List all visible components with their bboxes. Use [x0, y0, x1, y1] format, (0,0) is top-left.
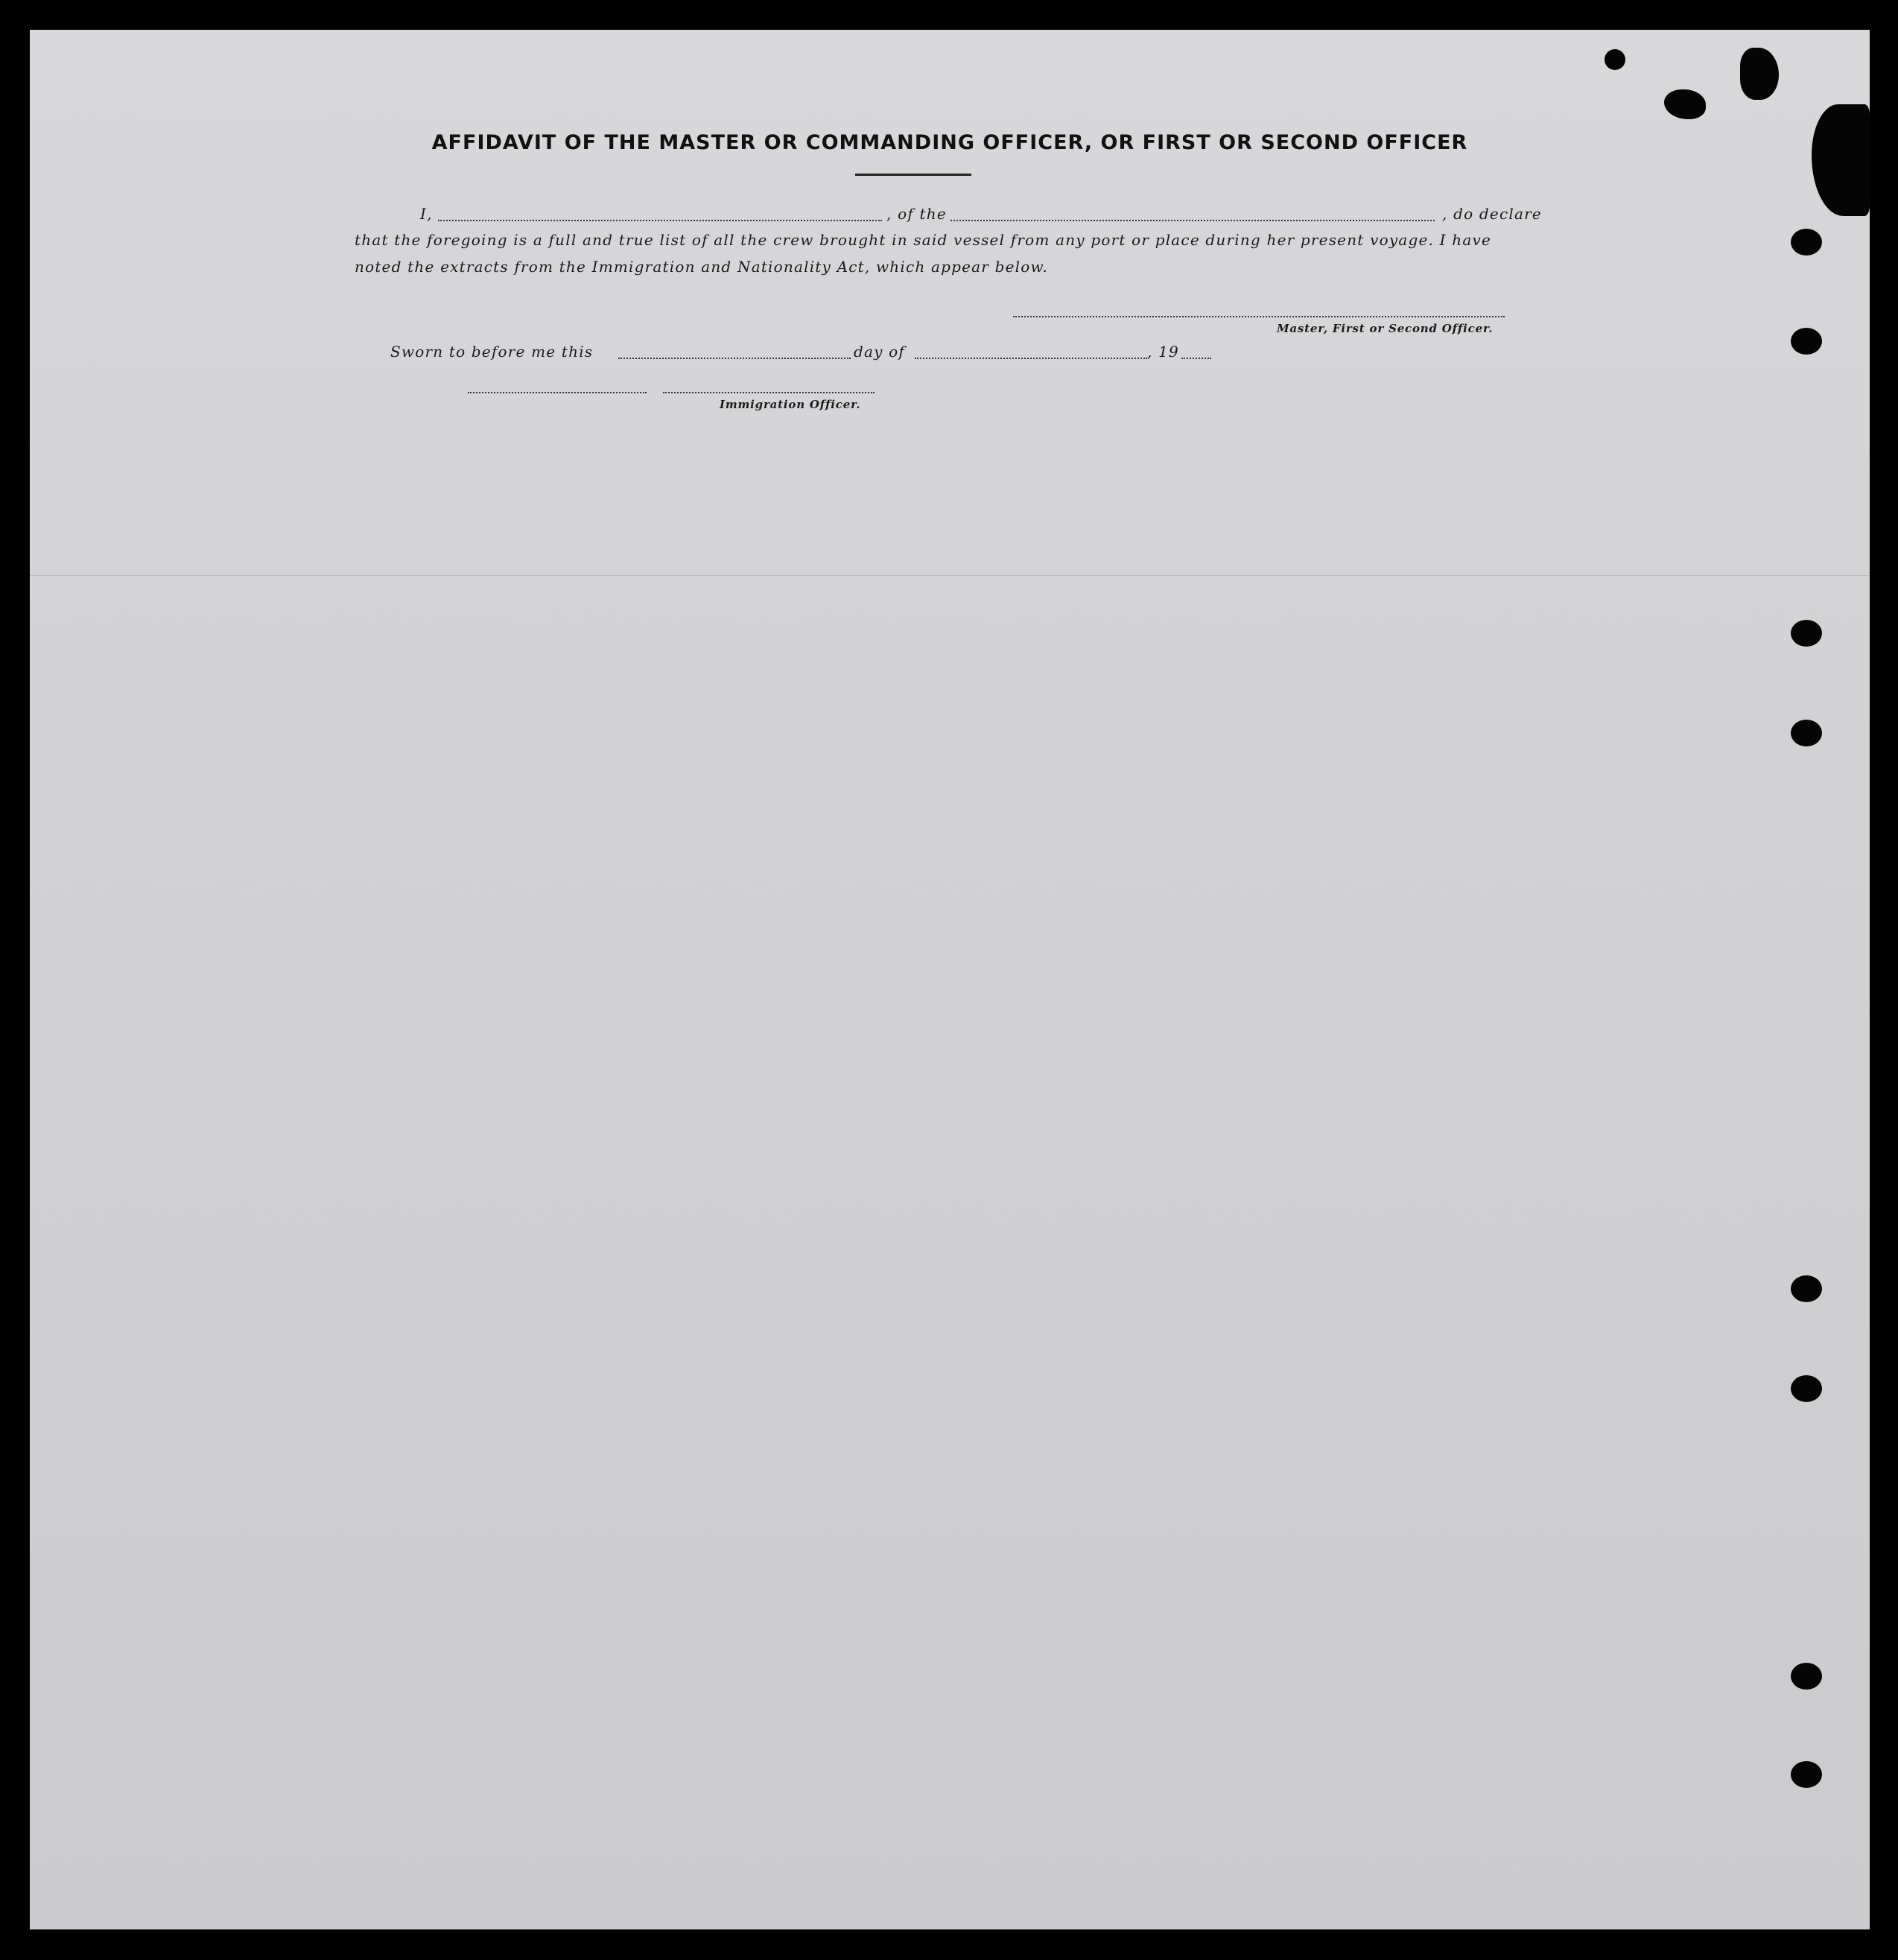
do-declare-text: , do declare	[1442, 205, 1542, 223]
punch-hole	[1791, 328, 1822, 355]
sworn-year-prefix: , 19	[1147, 343, 1179, 361]
damage-spot	[1740, 48, 1779, 100]
damage-spot	[1605, 49, 1625, 70]
punch-hole	[1791, 720, 1822, 746]
of-the-text: , of the	[886, 205, 947, 223]
page-fold-line	[30, 575, 1870, 577]
sworn-day-field[interactable]	[618, 358, 851, 359]
sworn-year-field[interactable]	[1181, 358, 1211, 359]
name-blank-field[interactable]	[438, 220, 882, 221]
punch-hole	[1791, 1761, 1822, 1788]
punch-hole	[1791, 1275, 1822, 1302]
affidavit-title: AFFIDAVIT OF THE MASTER OR COMMANDING OFFICER, OR FIRST OR SECOND OFFICER	[431, 131, 1468, 154]
punch-hole	[1791, 1663, 1822, 1690]
master-signature-caption: Master, First or Second Officer.	[1277, 322, 1494, 335]
sworn-line	[355, 343, 1539, 365]
sworn-prefix: Sworn to before me this	[390, 343, 594, 361]
punch-hole	[1791, 229, 1822, 256]
punch-hole	[1791, 620, 1822, 647]
sworn-month-field[interactable]	[915, 358, 1147, 359]
declaration-line-1	[355, 205, 1542, 227]
officer-signature-field-b[interactable]	[663, 392, 875, 393]
declaration-pronoun: I,	[420, 205, 433, 223]
title-underline	[855, 174, 971, 176]
paper-sheet	[30, 30, 1870, 1929]
affidavit-form	[30, 30, 1870, 1929]
vessel-blank-field[interactable]	[950, 220, 1435, 221]
officer-caption: Immigration Officer.	[720, 398, 861, 411]
master-signature-field[interactable]	[1013, 316, 1505, 317]
sworn-day-of: day of	[854, 343, 906, 361]
declaration-text-2: that the foregoing is a full and true list of all the crew brought in said vessel from any port or place during her present voyage. I have	[355, 231, 1492, 249]
officer-signature-field-a[interactable]	[468, 392, 647, 393]
punch-hole	[1791, 1375, 1822, 1402]
declaration-text-3: noted the extracts from the Immigration and Nationality Act, which appear below.	[355, 258, 1048, 276]
